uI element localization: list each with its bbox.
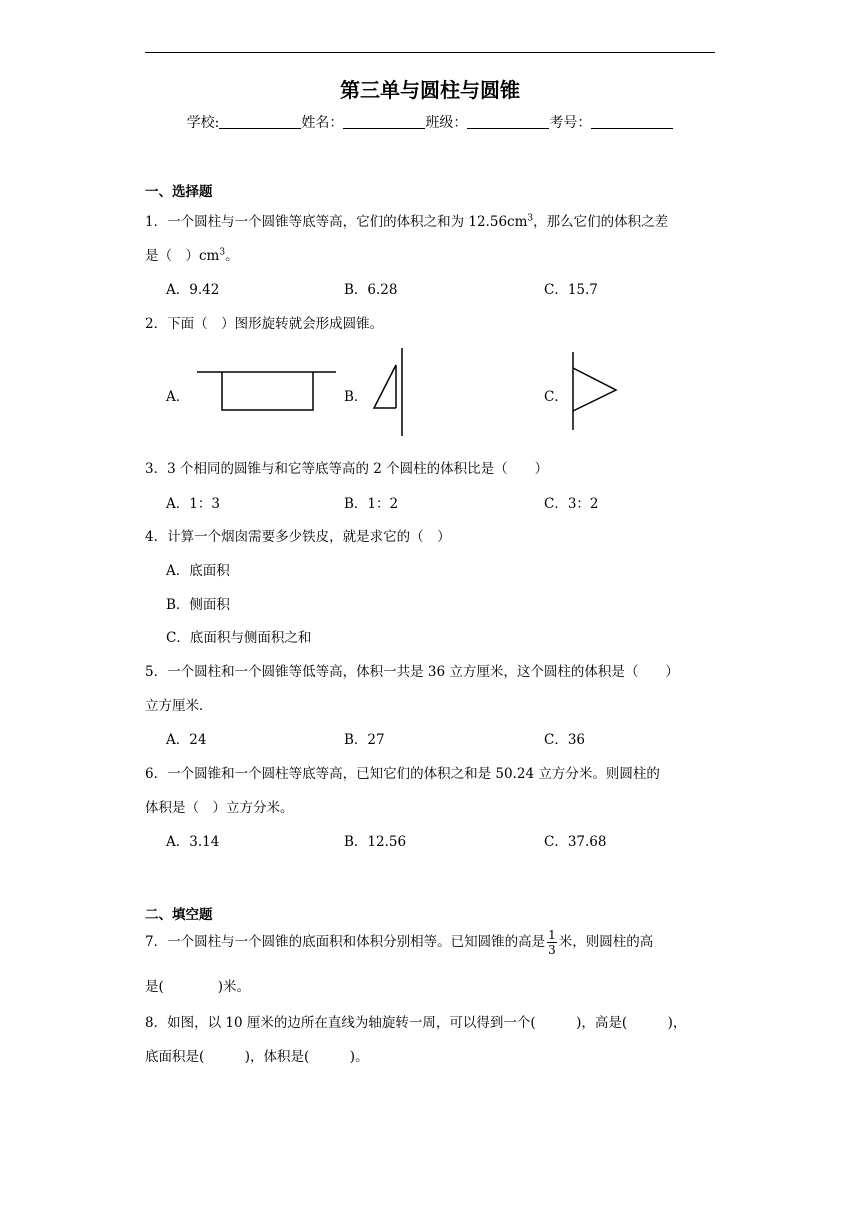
page-title: 第三单与圆柱与圆锥 [340,78,520,102]
question-1-superscript-2: 3 [219,247,226,258]
question-8-line-1: 8．如图，以 10 厘米的边所在直线为轴旋转一周，可以得到一个( )，高是( )， [145,1015,687,1031]
school-label: 学校: [186,115,220,131]
class-label: 班级： [425,115,468,131]
section-heading-choice: 一、选择题 [145,184,213,200]
question-3-option-c[interactable]: C．3：2 [544,496,599,512]
fraction-denominator: 3 [548,943,556,957]
figure-a-rectangle-with-axis [197,372,336,410]
question-6-option-b[interactable]: B．12.56 [344,834,407,850]
question-2-option-c[interactable]: C． [544,389,568,405]
question-7-line-2: 是( )米。 [145,979,251,995]
question-2-text: 2．下面（ ）图形旋转就会形成圆锥。 [145,316,384,332]
question-4-option-a[interactable]: A．底面积 [166,563,230,579]
question-5-line-1: 5．一个圆柱和一个圆锥等低等高，体积一共是 36 立方厘米，这个圆柱的体积是（ ） [145,664,679,680]
question-1-text-b: ，那么它们的体积之差 [533,214,669,230]
question-5-line-2: 立方厘米． [145,698,213,714]
question-5-option-b[interactable]: B．27 [344,732,385,748]
question-1-superscript-1: 3 [527,213,534,224]
question-3-option-a[interactable]: A．1：3 [166,496,220,512]
question-6-option-a[interactable]: A．3.14 [166,834,220,850]
question-7-text-a: 7．一个圆柱与一个圆锥的底面积和体积分别相等。已知圆锥的高是 [145,934,546,950]
question-1-option-a[interactable]: A．9.42 [166,282,220,298]
question-7-line-1 [145,928,653,957]
name-label: 姓名： [301,115,344,131]
question-6-option-c[interactable]: C．37.68 [544,834,607,850]
fraction-numerator: 1 [548,928,556,942]
question-4-option-c[interactable]: C．底面积与侧面积之和 [166,630,312,646]
question-6-line-1: 6．一个圆锥和一个圆柱等底等高，已知它们的体积之和是 50.24 立方分米。则圆柱的 [145,766,660,782]
section-heading-fill-blank: 二、填空题 [145,907,213,923]
question-3-option-b[interactable]: B．1：2 [344,496,399,512]
question-1-option-c[interactable]: C．15.7 [544,282,598,298]
figure-c-triangle-with-axis [573,352,616,430]
question-1-text-a: 1．一个圆柱与一个圆锥等底等高，它们的体积之和为 12.56cm [145,214,528,230]
question-4-text: 4．计算一个烟囱需要多少铁皮，就是求它的（ ） [145,529,451,545]
question-5-option-c[interactable]: C．36 [544,732,586,748]
question-3-text: 3．3 个相同的圆锥与和它等底等高的 2 个圆柱的体积比是（ ） [145,461,549,477]
question-6-line-2: 体积是（ ）立方分米。 [145,800,294,816]
question-5-option-a[interactable]: A．24 [166,732,207,748]
question-4-option-b[interactable]: B．侧面积 [166,597,230,613]
question-2-option-b[interactable]: B． [344,389,368,405]
question-2-option-a[interactable]: A． [166,389,190,405]
question-1-text-c: 是（ ）cm [145,248,220,264]
exam-no-label: 考号： [549,115,592,131]
question-8-line-2: 底面积是( )，体积是( )。 [145,1049,369,1065]
figure-b-triangle-with-axis [374,348,402,436]
question-7-text-b: 米，则圆柱的高 [558,934,654,950]
question-7-fraction [547,928,557,957]
question-1-text-d: 。 [225,248,239,264]
question-1-option-b[interactable]: B．6.28 [344,282,398,298]
